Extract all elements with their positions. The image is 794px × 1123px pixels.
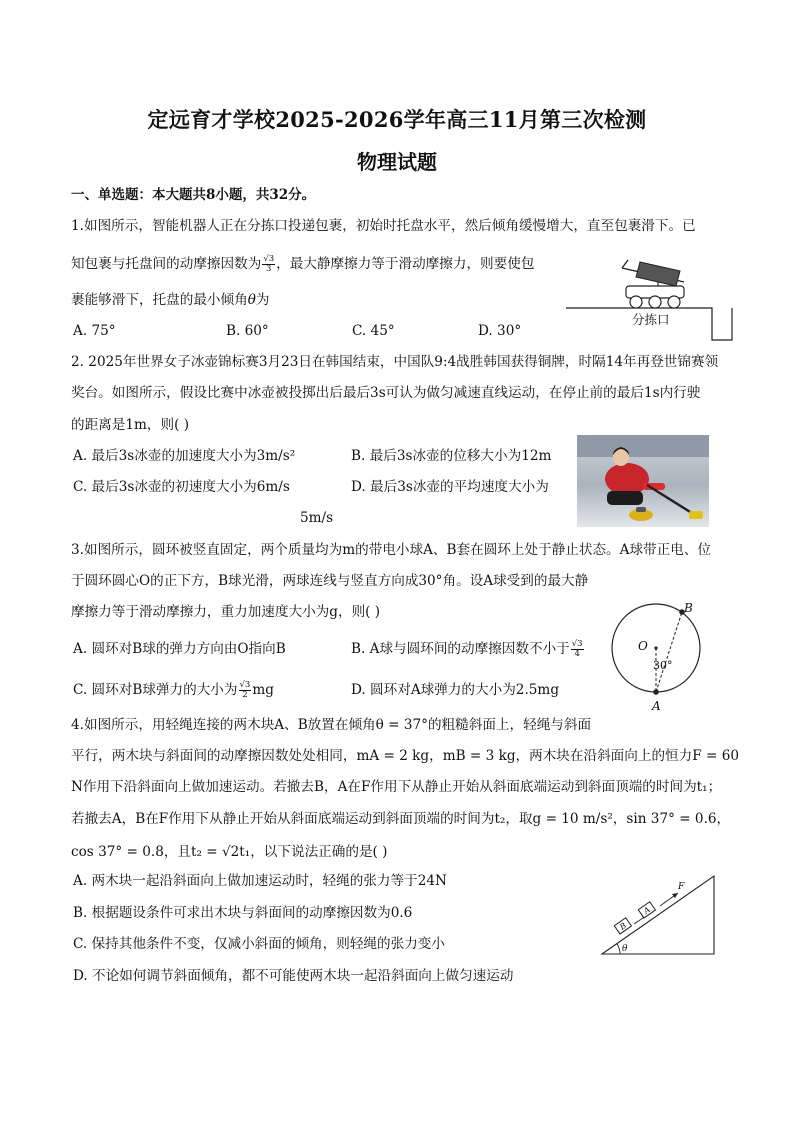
q3-fig-label-b: B — [684, 601, 693, 615]
q1-option-c: C. 45° — [352, 323, 395, 339]
q4-fig-block-a: A — [642, 905, 653, 916]
q2-option-d-value: 5m/s — [300, 510, 334, 526]
q3-option-a: A. 圆环对B球的弹力方向由O指向B — [73, 641, 286, 657]
q4-option-a: A. 两木块一起沿斜面向上做加速运动时，轻绳的张力等于24N — [73, 873, 447, 889]
q1-option-d: D. 30° — [478, 323, 522, 339]
q3-option-c-fraction — [239, 681, 252, 700]
q1-line2-b: ，最大静摩擦力等于滑动摩擦力，则要使包 — [276, 256, 535, 272]
q3-fig-angle: 30° — [653, 659, 673, 672]
q2-curling-photo — [577, 435, 709, 527]
q3-ring-figure — [604, 598, 720, 718]
q4-line2: 平行，两木块与斜面间的动摩擦因数处处相同，mA = 2 kg，mB = 3 kg，两木块在沿斜面向上的恒力F = 60 — [71, 748, 740, 764]
q2-option-d: D. 最后3s冰壶的平均速度大小为 — [351, 479, 549, 495]
q3-fig-label-o: O — [638, 639, 648, 653]
q1-line1: 1.如图所示，智能机器人正在分拣口投递包裹，初始时托盘水平，然后倾角缓慢增大，直至包裹滑下。已 — [71, 218, 696, 234]
q4-option-b: B. 根据题设条件可求出木块与斜面间的动摩擦因数为0.6 — [73, 905, 413, 921]
q4-line5: cos 37° = 0.8，且t₂ = √2t₁，以下说法正确的是( ) — [71, 844, 388, 860]
q4-option-c: C. 保持其他条件不变，仅减小斜面的倾角，则轻绳的张力变小 — [73, 936, 445, 952]
q2-line1: 2. 2025年世界女子冰壶锦标赛3月23日在韩国结束，中国队9:4战胜韩国获得铜牌，时隔14年再登世锦赛领 — [71, 354, 719, 370]
q1-figure-label: 分拣口 — [632, 312, 670, 327]
q3-option-c — [73, 680, 274, 700]
q3-option-c-denominator: 2 — [242, 690, 248, 700]
q3-option-c-numerator: √3 — [239, 680, 251, 690]
q1-robot-figure — [560, 252, 740, 344]
q2-line2: 奖台。如图所示，假设比赛中冰壶被投掷出后最后3s可认为做匀减速直线运动，在停止前的最后1s内行驶 — [71, 385, 701, 401]
q1-option-b: B. 60° — [226, 323, 269, 339]
q4-option-d: D. 不论如何调节斜面倾角，都不可能使两木块一起沿斜面向上做匀速运动 — [73, 968, 514, 984]
q3-option-c-text: C. 圆环对B球弹力的大小为 — [73, 682, 238, 698]
q3-line3: 摩擦力等于滑动摩擦力，重力加速度大小为g，则( ) — [71, 604, 381, 620]
section-heading: 一、单选题：本大题共8小题，共32分。 — [71, 187, 316, 203]
q3-option-b-fraction — [571, 640, 584, 659]
q2-option-a: A. 最后3s冰壶的加速度大小为3m/s² — [73, 448, 296, 464]
q4-fig-force: F — [678, 882, 685, 892]
q1-mu-denominator: 3 — [266, 264, 272, 274]
q3-line1: 3.如图所示，圆环被竖直固定，两个质量均为m的带电小球A、B套在圆环上处于静止状态。A球带正电、位 — [71, 542, 712, 558]
q2-line3: 的距离是1m，则( ) — [71, 417, 190, 433]
q2-option-b: B. 最后3s冰壶的位移大小为12m — [351, 448, 552, 464]
q4-fig-block-b: B — [618, 920, 629, 932]
q1-line2-a: 知包裹与托盘间的动摩擦因数为 — [71, 256, 262, 272]
q1-line2 — [71, 254, 534, 274]
q1-line3-a: 裹能够滑下，托盘的最小倾角 — [71, 292, 248, 308]
q3-option-d: D. 圆环对A球弹力的大小为2.5mg — [351, 682, 560, 698]
page-title: 定远育才学校2025-2026学年高三11月第三次检测 — [147, 107, 647, 132]
q3-option-b-denominator: 4 — [574, 649, 580, 659]
q3-option-b — [351, 639, 585, 659]
q4-fig-theta: θ — [622, 944, 628, 954]
q2-option-c: C. 最后3s冰壶的初速度大小为6m/s — [73, 479, 290, 495]
q4-line1: 4.如图所示，用轻绳连接的两木块A、B放置在倾角θ = 37°的粗糙斜面上，轻绳与斜面 — [71, 717, 592, 733]
q1-mu-fraction — [262, 255, 275, 274]
q1-theta: θ — [247, 292, 256, 308]
q3-option-b-numerator: √3 — [571, 639, 583, 649]
q1-option-a: A. 75° — [73, 323, 116, 339]
q1-mu-numerator: √3 — [263, 254, 275, 264]
q3-line2: 于圆环圆心O的正下方，B球光滑，两球连线与竖直方向成30°角。设A球受到的最大静 — [71, 573, 589, 589]
q4-incline-figure — [598, 872, 722, 958]
q3-fig-label-a: A — [652, 699, 661, 713]
q3-option-b-text: B. A球与圆环间的动摩擦因数不小于 — [351, 641, 570, 657]
q3-option-c-unit: mg — [252, 682, 274, 698]
q4-line4: 若撤去A，B在F作用下从静止开始从斜面底端运动到斜面顶端的时间为t₂，取g = 10 m/s²，sin 37° = 0.6， — [71, 811, 731, 827]
q1-line3-b: 为 — [255, 292, 270, 308]
q4-line3: N作用下沿斜面向上做加速运动。若撤去B，A在F作用下从静止开始从斜面底端运动到斜面顶端的时间为t₁； — [71, 779, 722, 795]
q1-line3 — [71, 290, 270, 310]
page-subtitle: 物理试题 — [357, 150, 437, 174]
